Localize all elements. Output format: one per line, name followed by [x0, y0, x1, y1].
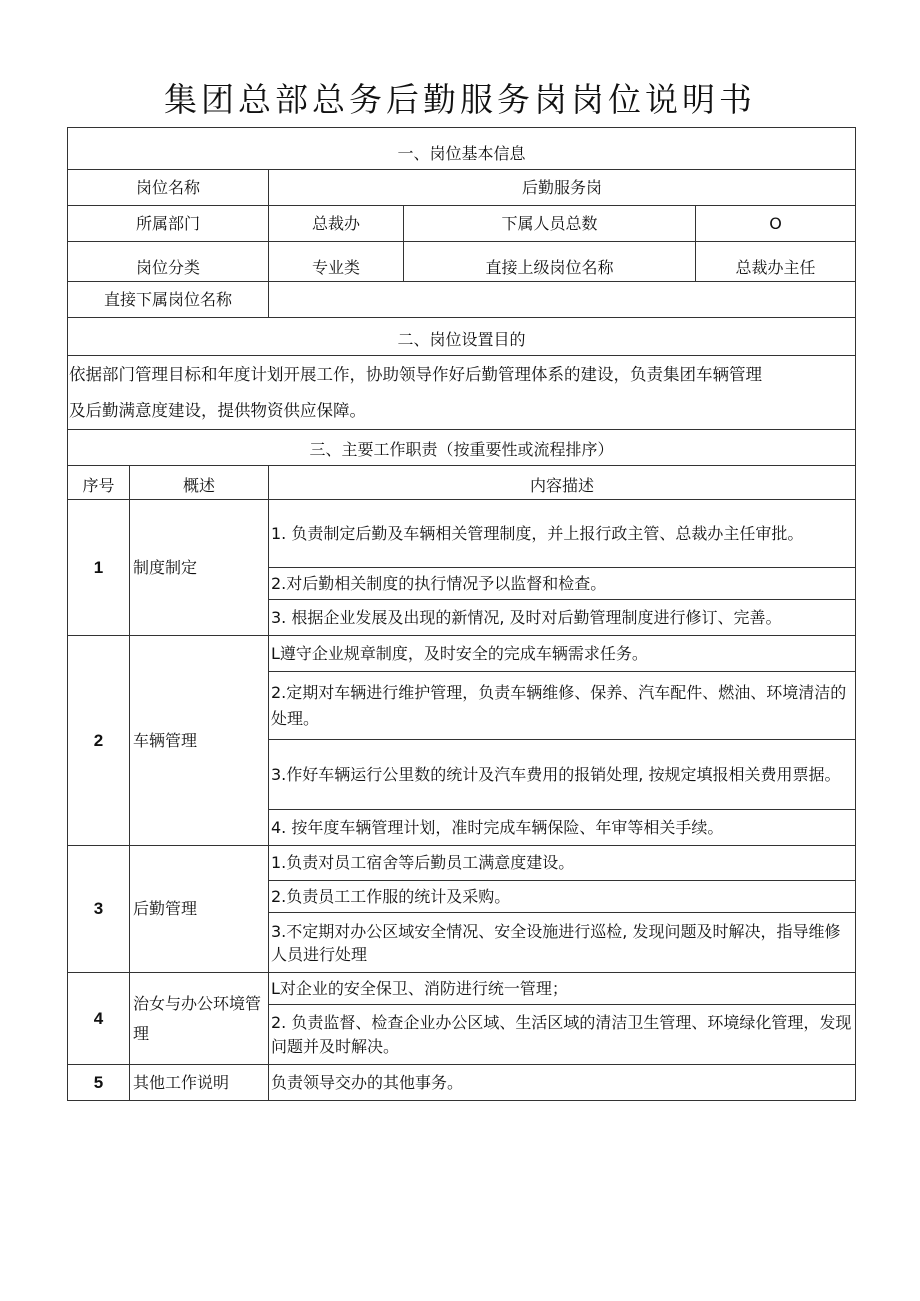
duty-summary: 治女与办公环境管理: [130, 973, 269, 1065]
section-purpose-row: [68, 318, 856, 356]
section-title-duties: 三、主要工作职责（按重要性或流程排序）: [68, 430, 856, 466]
position-name-label: 岗位名称: [68, 170, 269, 206]
document-title: 集团总部总务后勤服务岗岗位说明书: [164, 80, 756, 119]
direct-subordinate-row: [68, 282, 856, 318]
duty-item: 2. 负责监督、检查企业办公区域、生活区域的清洁卫生管理、环境绿化管理，发现问题并及时解决。: [269, 1005, 856, 1065]
job-description-table: [67, 127, 856, 1101]
direct-subordinate-label: 直接下属岗位名称: [68, 282, 269, 318]
duty-item: 3.作好车辆运行公里数的统计及汽车费用的报销处理, 按规定填报相关费用票据。: [269, 740, 856, 810]
duty-seq: 5: [68, 1065, 130, 1101]
duty-summary: 制度制定: [130, 500, 269, 636]
duty-row: [68, 973, 856, 1005]
department-row: [68, 206, 856, 242]
section-duties-row: [68, 430, 856, 466]
position-name-row: [68, 170, 856, 206]
duty-item: 4. 按年度车辆管理计划，准时完成车辆保险、年审等相关手续。: [269, 810, 856, 846]
position-name-value: 后勤服务岗: [269, 170, 856, 206]
duty-item: 3.不定期对办公区域安全情况、安全设施进行巡检, 发现问题及时解决，指导维修人员进行处理: [269, 913, 856, 973]
duty-item: 2.定期对车辆进行维护管理，负责车辆维修、保养、汽车配件、燃油、环境清洁的处理。: [269, 672, 856, 740]
duty-summary: 车辆管理: [130, 636, 269, 846]
purpose-text-line1: 依据部门管理目标和年度计划开展工作，协助领导作好后勤管理体系的建设，负责集团车辆管理: [69, 364, 762, 384]
purpose-text-line2: 及后勤满意度建设，提供物资供应保障。: [69, 400, 366, 420]
header-seq: 序号: [68, 466, 130, 500]
duty-row: [68, 846, 856, 881]
duty-seq: 2: [68, 636, 130, 846]
duty-row: [68, 636, 856, 672]
section-title-basic-info: 一、岗位基本信息: [68, 128, 856, 170]
duty-item: 2.对后勤相关制度的执行情况予以监督和检查。: [269, 568, 856, 600]
other-duty-row: [68, 1065, 856, 1101]
duty-item: 2.负责员工工作服的统计及采购。: [269, 881, 856, 913]
department-label: 所属部门: [68, 206, 269, 242]
purpose-row: [68, 356, 856, 430]
duty-item: L对企业的安全保卫、消防进行统一管理；: [269, 973, 856, 1005]
category-value: 专业类: [269, 242, 404, 282]
duty-item: 1.负责对员工宿舍等后勤员工满意度建设。: [269, 846, 856, 881]
duty-summary: 其他工作说明: [130, 1065, 269, 1101]
duty-seq: 1: [68, 500, 130, 636]
category-row: [68, 242, 856, 282]
duty-summary: 后勤管理: [130, 846, 269, 973]
direct-subordinate-value: [269, 282, 856, 318]
direct-superior-label: 直接上级岗位名称: [404, 242, 696, 282]
duty-item: 1. 负责制定后勤及车辆相关管理制度，并上报行政主管、总裁办主任审批。: [269, 500, 856, 568]
purpose-text: [68, 356, 856, 430]
department-value: 总裁办: [269, 206, 404, 242]
duty-seq: 4: [68, 973, 130, 1065]
duty-seq: 3: [68, 846, 130, 973]
section-basic-info-row: [68, 128, 856, 170]
subordinate-count-value: O: [696, 206, 856, 242]
duty-item: 3. 根据企业发展及出现的新情况, 及时对后勤管理制度进行修订、完善。: [269, 600, 856, 636]
header-content: 内容描述: [269, 466, 856, 500]
direct-superior-value: 总裁办主任: [696, 242, 856, 282]
subordinate-count-label: 下属人员总数: [404, 206, 696, 242]
category-label: 岗位分类: [68, 242, 269, 282]
duty-row: [68, 500, 856, 568]
header-summary: 概述: [130, 466, 269, 500]
duties-header-row: [68, 466, 856, 500]
duty-item: L遵守企业规章制度，及时安全的完成车辆需求任务。: [269, 636, 856, 672]
section-title-purpose: 二、岗位设置目的: [68, 318, 856, 356]
duty-item: 负责领导交办的其他事务。: [269, 1065, 856, 1101]
